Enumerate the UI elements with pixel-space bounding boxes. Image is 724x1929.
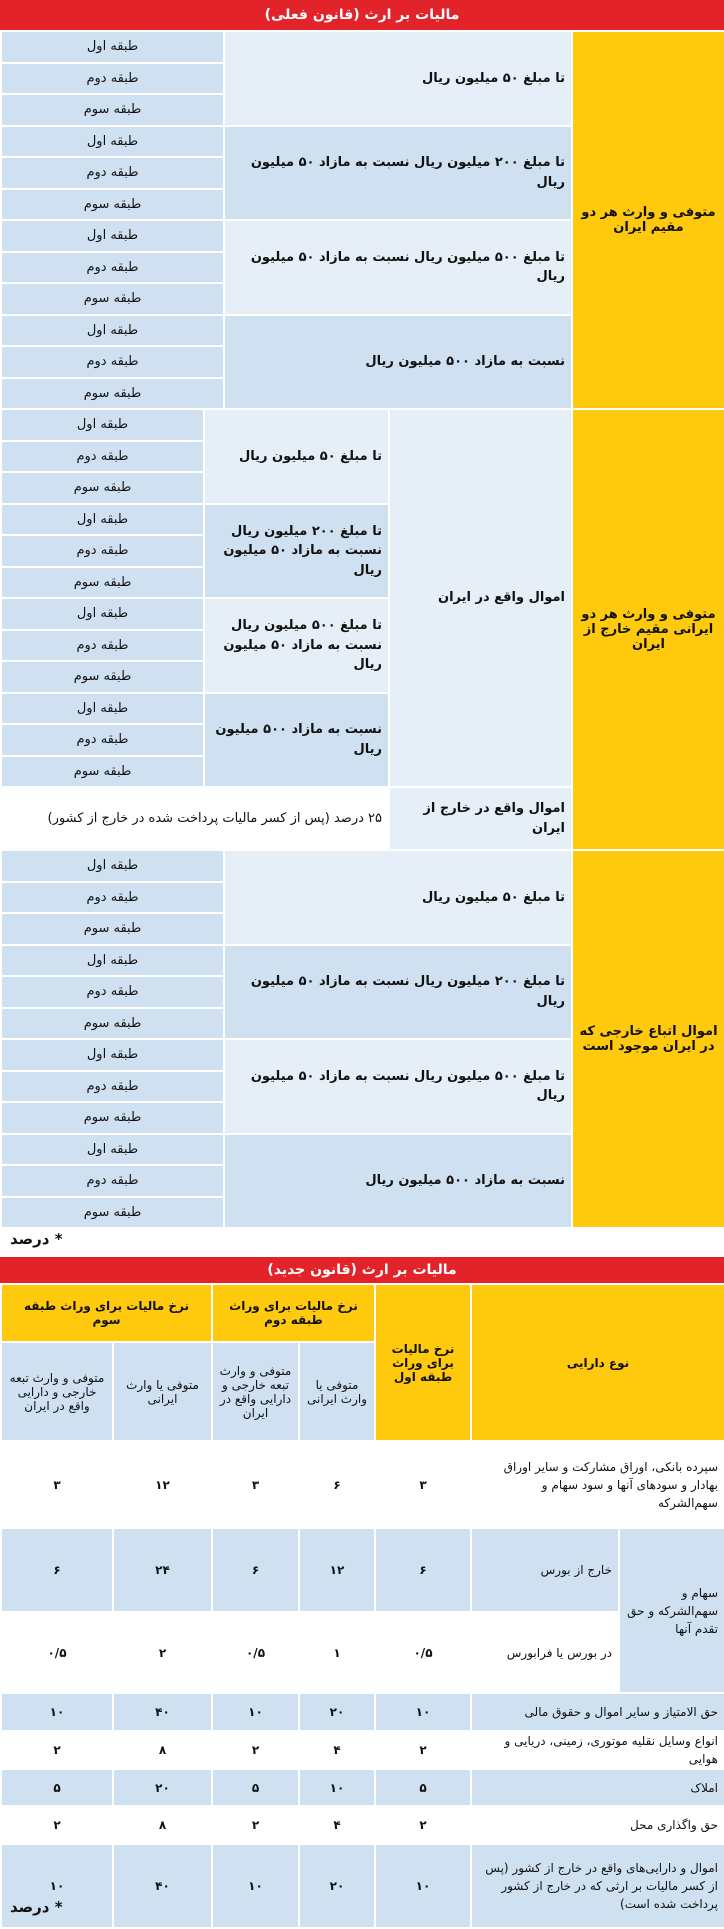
header-tier2-iranian: متوفی یا وارث ایرانی: [299, 1342, 375, 1441]
asset-label: اموال و دارایی‌های واقع در خارج از کشور (پس از کسر مالیات بر ارثی که در خارج از کشور پرداخت شده است): [471, 1844, 724, 1928]
asset-label: املاک: [471, 1769, 724, 1806]
rate-value: ۴: [299, 1806, 375, 1844]
tier-label: طبقه دوم: [1, 630, 204, 662]
rate-value: ۲: [375, 1731, 471, 1769]
bracket-label: تا مبلغ ۵۰ میلیون ریال: [224, 31, 572, 126]
tier-label: طبقه دوم: [1, 346, 224, 378]
rate-value: ۱۰: [212, 1844, 299, 1928]
rate-value: ۲: [212, 1806, 299, 1844]
table-row: [1, 31, 724, 63]
tier-label: طبقه اول: [1, 850, 224, 882]
rate-value: ۱۰: [1, 1693, 113, 1731]
bracket-label: تا مبلغ ۲۰۰ میلیون ریال نسبت به مازاد ۵۰ میلیون ریال: [224, 126, 572, 221]
rate-value: ۴۰: [113, 1693, 212, 1731]
asset-label: خارج از بورس: [471, 1528, 619, 1612]
rate-value: ۱۰: [1, 1844, 113, 1928]
rate-value: ۲: [212, 1731, 299, 1769]
new-law-table: [0, 1283, 724, 1929]
subgroup-assets-in-iran: اموال واقع در ایران: [389, 409, 572, 787]
rate-value: ۲: [375, 1806, 471, 1844]
tier-label: طبقه سوم: [1, 378, 224, 410]
rate-value: ۰/۵: [1, 1612, 113, 1693]
tier-label: طبقه سوم: [1, 913, 224, 945]
rate-value: ۵: [212, 1769, 299, 1806]
new-law-title: مالیات بر ارث (قانون جدید): [0, 1257, 724, 1283]
percent-footnote: * درصد: [10, 1230, 63, 1248]
bracket-label: تا مبلغ ۲۰۰ میلیون ریال نسبت به مازاد ۵۰ میلیون ریال: [224, 945, 572, 1040]
rate-value: ۱۰: [212, 1693, 299, 1731]
rate-value: ۲۰: [299, 1693, 375, 1731]
rate-value: ۴۰: [113, 1844, 212, 1928]
header-tier2: نرخ مالیات برای وراث طبقه دوم: [212, 1284, 375, 1342]
tier-label: طبقه اول: [1, 31, 224, 63]
rate-value: ۲۰: [299, 1844, 375, 1928]
abroad-rate: ۲۵ درصد (پس از کسر مالیات پرداخت شده در خارج از کشور): [1, 787, 389, 850]
current-law-table: [0, 30, 724, 1229]
tier-label: طبقه سوم: [1, 472, 204, 504]
bracket-label: تا مبلغ ۵۰ میلیون ریال: [204, 409, 389, 504]
tier-label: طبقه دوم: [1, 1165, 224, 1197]
bracket-label: تا مبلغ ۵۰۰ میلیون ریال نسبت به مازاد ۵۰ میلیون ریال: [224, 1039, 572, 1134]
header-row: [1, 1284, 724, 1342]
rate-value: ۲۰: [113, 1769, 212, 1806]
bracket-label: تا مبلغ ۵۰۰ میلیون ریال نسبت به مازاد ۵۰ میلیون ریال: [224, 220, 572, 315]
rate-value: ۸: [113, 1806, 212, 1844]
rate-value: ۵: [1, 1769, 113, 1806]
rate-value: ۴: [299, 1731, 375, 1769]
rate-value: ۱۰: [375, 1693, 471, 1731]
rate-value: ۸: [113, 1731, 212, 1769]
bracket-label: نسبت به مازاد ۵۰۰ میلیون ریال: [204, 693, 389, 788]
group-nonresident-iranian: متوفی و وارث هر دو ایرانی مقیم خارج از ایران: [572, 409, 724, 850]
table-row: [1, 1441, 724, 1528]
rate-value: ۳: [1, 1441, 113, 1528]
tier-label: طبقه دوم: [1, 63, 224, 95]
rate-value: ۱۲: [113, 1441, 212, 1528]
asset-label: سپرده بانکی، اوراق مشارکت و سایر اوراق بهادار و سودهای آنها و سود سهام و سهم‌الشرکه: [471, 1441, 724, 1528]
tier-label: طبقه سوم: [1, 94, 224, 126]
header-tier3: نرخ مالیات برای وراث طبقه سوم: [1, 1284, 212, 1342]
table-row: [1, 1612, 724, 1693]
subgroup-assets-abroad: اموال واقع در خارج از ایران: [389, 787, 572, 850]
header-tier3-foreign: متوفی و وارث تبعه خارجی و دارایی واقع در ایران: [1, 1342, 113, 1441]
tier-label: طبقه دوم: [1, 724, 204, 756]
rate-value: ۲: [113, 1612, 212, 1693]
rate-value: ۱۲: [299, 1528, 375, 1612]
table-row: [1, 409, 724, 441]
rate-value: ۰/۵: [375, 1612, 471, 1693]
rate-value: ۵: [375, 1769, 471, 1806]
rate-value: ۱: [299, 1612, 375, 1693]
tier-label: طبقه اول: [1, 598, 204, 630]
tier-label: طبقه دوم: [1, 976, 224, 1008]
table-row: [1, 850, 724, 882]
current-law-title: مالیات بر ارث (قانون فعلی): [0, 0, 724, 30]
tier-label: طبقه سوم: [1, 1197, 224, 1229]
shares-group-label: سهام و سهم‌الشرکه و حق تقدم آنها: [619, 1528, 724, 1693]
tier-label: طبقه دوم: [1, 252, 224, 284]
table-row: [1, 1844, 724, 1928]
table-row: [1, 1769, 724, 1806]
tier-label: طبقه اول: [1, 220, 224, 252]
rate-value: ۲۴: [113, 1528, 212, 1612]
bracket-label: تا مبلغ ۵۰ میلیون ریال: [224, 850, 572, 945]
tier-label: طبقه دوم: [1, 535, 204, 567]
group-resident: متوفی و وارث هر دو مقیم ایران: [572, 31, 724, 409]
tier-label: طبقه سوم: [1, 756, 204, 788]
tier-label: طبقه سوم: [1, 1008, 224, 1040]
rate-value: ۱۰: [375, 1844, 471, 1928]
tier-label: طبقه اول: [1, 315, 224, 347]
tier-label: طبقه دوم: [1, 882, 224, 914]
header-tier3-iranian: متوفی یا وارث ایرانی: [113, 1342, 212, 1441]
tier-label: طبقه سوم: [1, 1102, 224, 1134]
tier-label: طبقه دوم: [1, 441, 204, 473]
table-row: [1, 1806, 724, 1844]
asset-label: حق واگذاری محل: [471, 1806, 724, 1844]
asset-label: انواع وسایل نقلیه موتوری، زمینی، دریایی و هوایی: [471, 1731, 724, 1769]
tier-label: طبقه سوم: [1, 661, 204, 693]
bracket-label: نسبت به مازاد ۵۰۰ میلیون ریال: [224, 1134, 572, 1229]
rate-value: ۲: [1, 1806, 113, 1844]
table-row: [1, 1528, 724, 1612]
rate-value: ۲: [1, 1731, 113, 1769]
header-tier2-foreign: متوفی و وارث تبعه خارجی و دارایی واقع در ایران: [212, 1342, 299, 1441]
asset-label: حق الامتیاز و سایر اموال و حقوق مالی: [471, 1693, 724, 1731]
tier-label: طبقه دوم: [1, 1071, 224, 1103]
rate-value: ۶: [299, 1441, 375, 1528]
header-tier1: نرخ مالیات برای وراث طبقه اول: [375, 1284, 471, 1441]
bracket-label: نسبت به مازاد ۵۰۰ میلیون ریال: [224, 315, 572, 410]
tier-label: طبقه دوم: [1, 157, 224, 189]
percent-footnote: * درصد: [10, 1898, 63, 1916]
tier-label: طبقه اول: [1, 693, 204, 725]
tier-label: طبقه اول: [1, 945, 224, 977]
bracket-label: تا مبلغ ۵۰۰ میلیون ریال نسبت به مازاد ۵۰ میلیون ریال: [204, 598, 389, 693]
rate-value: ۱۰: [299, 1769, 375, 1806]
rate-value: ۶: [212, 1528, 299, 1612]
header-asset-type: نوع دارایی: [471, 1284, 724, 1441]
group-foreign-nationals: اموال اتباع خارجی که در ایران موجود است: [572, 850, 724, 1228]
tier-label: طبقه سوم: [1, 189, 224, 221]
tier-label: طبقه اول: [1, 1134, 224, 1166]
rate-value: ۶: [375, 1528, 471, 1612]
rate-value: ۶: [1, 1528, 113, 1612]
table-row: [1, 1693, 724, 1731]
asset-label: در بورس یا فرابورس: [471, 1612, 619, 1693]
rate-value: ۰/۵: [212, 1612, 299, 1693]
tier-label: طبقه سوم: [1, 283, 224, 315]
tier-label: طبقه سوم: [1, 567, 204, 599]
tier-label: طبقه اول: [1, 504, 204, 536]
bracket-label: تا مبلغ ۲۰۰ میلیون ریال نسبت به مازاد ۵۰ میلیون ریال: [204, 504, 389, 599]
rate-value: ۳: [375, 1441, 471, 1528]
tier-label: طبقه اول: [1, 409, 204, 441]
rate-value: ۳: [212, 1441, 299, 1528]
tier-label: طبقه اول: [1, 126, 224, 158]
tier-label: طبقه اول: [1, 1039, 224, 1071]
table-row: [1, 1731, 724, 1769]
